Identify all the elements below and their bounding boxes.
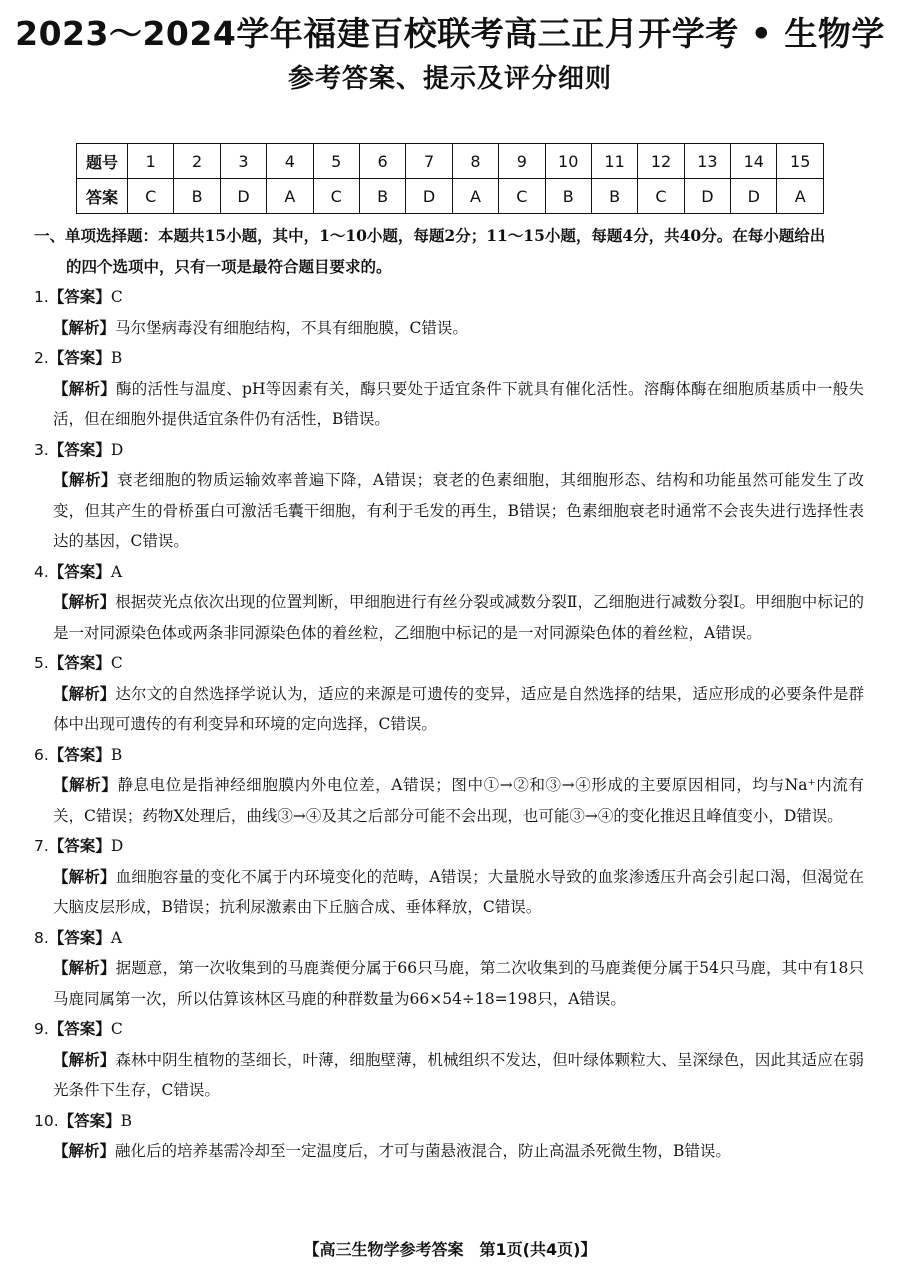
explanation-paragraph [34,953,864,1014]
question-number: 3. [34,440,49,459]
explanation-paragraph [34,862,864,923]
question-list [34,282,864,1167]
explanation-paragraph [34,1136,864,1167]
question-number-cell: 4 [267,144,313,179]
question-answer-line [34,648,864,679]
question-number-cell: 3 [220,144,266,179]
answer-cell: B [591,179,637,214]
question-number: 6. [34,745,49,764]
question-number-cell: 2 [174,144,220,179]
explanation-label: 【解析】 [53,317,116,337]
question-answer-line [34,831,864,862]
explanation-text: 根据荧光点依次出现的位置判断，甲细胞进行有丝分裂或减数分裂Ⅱ，乙细胞进行减数分裂Ⅰ。甲细胞中标记的是一对同源染色体或两条非同源染色体的着丝粒，乙细胞中标记的是一对同源染色体的着丝粒，A错误。 [53,593,864,642]
explanation-label: 【解析】 [53,683,116,703]
answer-cell: C [499,179,545,214]
question-answer-line [34,282,864,313]
answer-letter: B [110,349,123,367]
answer-cell: D [684,179,730,214]
explanation-text: 据题意，第一次收集到的马鹿粪便分属于66只马鹿，第二次收集到的马鹿粪便分属于54只马鹿，其中有18只马鹿同属第一次，所以估算该林区马鹿的种群数量为66×54÷18=198只，A错误。 [53,959,864,1008]
question-number-cell: 13 [684,144,730,179]
answer-label: 【答案】 [48,561,111,581]
question-number-row [77,144,824,179]
page-footer: 【高三生物学参考答案 第1页(共4页)】 [303,1240,597,1259]
explanation-label: 【解析】 [53,1049,116,1069]
question-number: 7. [34,837,49,855]
answer-label: 【答案】 [48,439,111,459]
question-number: 1. [34,288,49,306]
page-subtitle: 参考答案、提示及评分细则 [287,64,612,94]
answer-cell: C [638,179,684,214]
question-number-cell: 5 [313,144,359,179]
question-number: 10. [34,1111,59,1130]
answer-row [77,179,824,214]
question-number: 4. [34,562,49,581]
answer-letter: A [110,562,123,581]
answer-letter: C [110,288,123,306]
question-number: 8. [34,928,49,947]
answer-cell: D [731,179,777,214]
explanation-label: 【解析】 [53,592,116,611]
question-answer-line [34,923,864,954]
section-intro-line2: 的四个选项中，只有一项是最符合题目要求的。 [66,256,392,276]
explanation-text: 衰老细胞的物质运输效率普遍下降，A错误；衰老的色素细胞，其细胞形态、结构和功能虽然可能发生了改变，但其产生的骨桥蛋白可激活毛囊干细胞，有利于毛发的再生，B错误；色素细胞衰老时通常不会丧失进行选择性表达的基因，C错误。 [53,471,864,550]
row-header-answer: 答案 [77,179,128,214]
explanation-paragraph [34,374,864,435]
explanation-label: 【解析】 [53,958,116,977]
answer-table [76,143,824,214]
question-number-cell: 12 [638,144,684,179]
answer-label: 【答案】 [48,927,111,947]
question-answer-line [34,435,864,466]
explanation-paragraph [34,587,864,648]
question-number: 2. [34,349,49,367]
answer-cell: B [359,179,405,214]
answer-cell: C [313,179,359,214]
question-number-cell: 10 [545,144,591,179]
answer-cell: B [174,179,220,214]
answer-label: 【答案】 [48,287,111,306]
answer-label: 【答案】 [48,744,111,764]
answer-label: 【答案】 [48,348,111,367]
answer-body [34,221,864,1167]
answer-letter: D [110,837,124,855]
question-answer-line [34,1014,864,1045]
explanation-text: 酶的活性与温度、pH等因素有关，酶只要处于适宜条件下就具有催化活性。溶酶体酶在细胞质基质中一般失活，但在细胞外提供适宜条件仍有活性，B错误。 [53,379,864,428]
answer-letter: D [110,440,124,459]
explanation-paragraph [34,465,864,557]
answer-letter: C [110,1020,123,1038]
question-answer-line [34,740,864,771]
answer-letter: C [110,654,123,672]
explanation-text: 血细胞容量的变化不属于内环境变化的范畴，A错误；大量脱水导致的血浆渗透压升高会引起口渴，但渴觉在大脑皮层形成，B错误；抗利尿激素由下丘脑合成、垂体释放，C错误。 [53,867,864,916]
question-number-cell: 8 [452,144,498,179]
answer-label: 【答案】 [48,836,111,855]
explanation-paragraph [34,770,864,831]
answer-label: 【答案】 [48,653,111,672]
answer-cell: A [777,179,824,214]
explanation-label: 【解析】 [53,866,116,886]
answer-letter: A [110,928,123,947]
answer-label: 【答案】 [48,1019,111,1038]
explanation-label: 【解析】 [53,1141,116,1160]
question-number: 9. [34,1020,49,1038]
page-title: 2023～2024学年福建百校联考高三正月开学考 • 生物学 [15,14,885,53]
explanation-text: 森林中阴生植物的茎细长，叶薄，细胞壁薄，机械组织不发达，但叶绿体颗粒大、呈深绿色，因此其适应在弱光条件下生存，C错误。 [53,1050,864,1099]
question-number-cell: 15 [777,144,824,179]
question-number-cell: 14 [731,144,777,179]
answer-cell: D [220,179,266,214]
explanation-label: 【解析】 [53,378,117,398]
row-header-number: 题号 [77,144,128,179]
explanation-text: 马尔堡病毒没有细胞结构，不具有细胞膜，C错误。 [115,318,468,337]
explanation-label: 【解析】 [53,775,118,794]
question-number-cell: 7 [406,144,452,179]
question-answer-line [34,557,864,588]
answer-label: 【答案】 [58,1110,121,1130]
explanation-label: 【解析】 [53,470,117,489]
explanation-paragraph [34,1045,864,1106]
question-number-cell: 1 [128,144,174,179]
answer-cell: B [545,179,591,214]
question-number-cell: 11 [591,144,637,179]
question-answer-line [34,343,864,374]
answer-cell: D [406,179,452,214]
answer-letter: B [110,745,123,764]
explanation-paragraph [34,679,864,740]
answer-cell: A [452,179,498,214]
explanation-text: 静息电位是指神经细胞膜内外电位差，A错误；图中①→②和③→④形成的主要原因相同，均与Na⁺内流有关，C错误；药物X处理后，曲线③→④及其之后部分可能不会出现，也可能③→④的变化推迟且峰值变小，D错误。 [53,776,864,825]
question-number-cell: 9 [499,144,545,179]
question-number: 5. [34,654,49,672]
explanation-paragraph [34,313,864,344]
question-number-cell: 6 [359,144,405,179]
explanation-text: 融化后的培养基需冷却至一定温度后，才可与菌悬液混合，防止高温杀死微生物，B错误。 [115,1142,731,1160]
question-answer-line [34,1106,864,1137]
answer-cell: C [128,179,174,214]
answer-cell: A [267,179,313,214]
section-intro-line1: 一、单项选择题：本题共15小题，其中，1～10小题，每题2分；11～15小题，每题4分，共40分。在每小题给出 [34,226,826,245]
answer-letter: B [120,1111,133,1130]
explanation-text: 达尔文的自然选择学说认为，适应的来源是可遗传的变异，适应是自然选择的结果，适应形成的必要条件是群体中出现可遗传的有利变异和环境的定向选择，C错误。 [53,684,864,733]
